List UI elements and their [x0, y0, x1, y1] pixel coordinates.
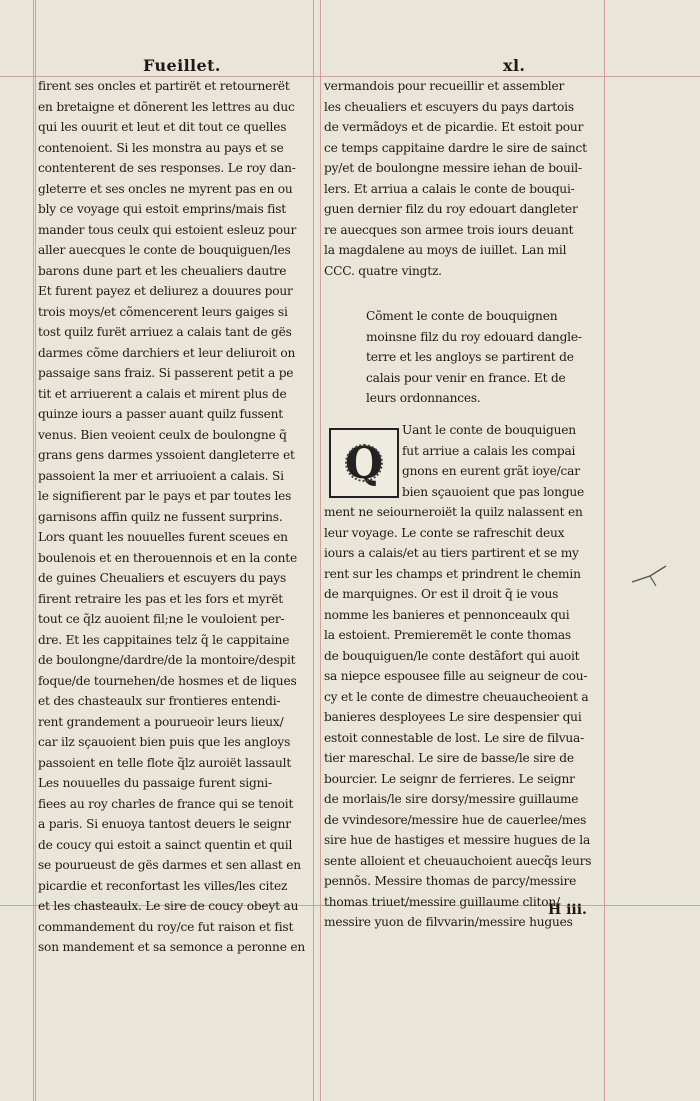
text-line: bly ce voyage qui estoit emprins/mais fist — [38, 202, 286, 216]
text-line: commandement du roy/ce fut raison et fist — [38, 919, 294, 934]
text-line: venus. Bien veoient ceulx de boulongne q̃ — [38, 427, 287, 442]
text-line: passaige sans fraiz. Si passerent petit a pe — [38, 366, 294, 380]
text-line: aller auecques le conte de bouquiguen/les — [38, 243, 291, 257]
text-line: Cõment le conte de bouquignen — [366, 309, 558, 323]
text-line: et les chasteaulx. Le sire de coucy obeyt au — [38, 899, 299, 913]
text-line: Les nouuelles du passaige furent signi- — [38, 776, 272, 790]
pencil-mark-icon — [630, 562, 670, 592]
text-line: de vermãdoys et de picardie. Et estoit pour — [324, 120, 584, 134]
ruling-line-left-outer — [33, 0, 34, 1101]
text-line: leur voyage. Le conte se rafreschit deux — [324, 525, 565, 540]
text-line: terre et les angloys se partirent de — [366, 350, 574, 364]
text-line: sire hue de hastiges et messire hugues de la — [324, 833, 591, 847]
text-line: py/et de boulongne messire iehan de bouil- — [324, 161, 582, 175]
ruling-line-left-inner — [35, 0, 36, 1101]
text-line: Lors quant les nouuelles furent sceues en — [38, 530, 288, 544]
text-line: calais pour venir en france. Et de — [366, 370, 566, 385]
text-line: picardie et reconfortast les villes/les citez — [38, 878, 288, 893]
text-line: barons dune part et les cheualiers dautre — [38, 263, 287, 278]
text-line: messire yuon de filvvarin/messire hugues — [324, 915, 573, 929]
text-line: grans gens darmes yssoient dangleterre et — [38, 448, 295, 462]
text-line: lers. Et arriua a calais le conte de bouqui- — [324, 181, 575, 196]
text-line: tout ce q̃lz auoient fil;ne le vouloient per- — [38, 612, 285, 626]
text-line: tit et arriuerent a calais et mirent plus de — [38, 386, 287, 401]
text-line: estoit connestable de lost. Le sire de filvua- — [324, 730, 585, 745]
text-line: se pourueust de gës darmes et sen allast en — [38, 858, 301, 872]
text-line: vermandois pour recueillir et assembler — [324, 79, 565, 93]
text-line: et des chasteaulx sur frontieres entendi- — [38, 694, 281, 708]
text-line: garnisons affin quilz ne fussent surprins. — [38, 509, 283, 524]
text-line: de boulongne/dardre/de la montoire/despit — [38, 653, 296, 667]
text-line: firent ses oncles et partirët et retournerët — [38, 79, 290, 93]
text-line: cy et le conte de dimestre cheuaucheoient a — [324, 689, 589, 704]
text-line: banieres desployees Le sire despensier qui — [324, 710, 582, 724]
text-line: de guines Cheualiers et escuyers du pays — [38, 571, 287, 585]
text-line: fut arriue a calais les compai — [402, 443, 576, 458]
text-line: darmes cõme darchiers et leur deliuroit on — [38, 345, 296, 360]
folio-header-left: Fueillet. — [143, 56, 221, 75]
text-line: tier mareschal. Le sire de basse/le sire de — [324, 751, 574, 765]
text-line: de coucy qui estoit a sainct quentin et quil — [38, 837, 293, 852]
text-line: gleterre et ses oncles ne myrent pas en ou — [38, 181, 293, 196]
text-line: boulenois et en therouennois et en la conte — [38, 550, 297, 565]
folio-number: xl. — [503, 56, 526, 75]
text-line: dre. Et les cappitaines telz q̃ le cappitaine — [38, 632, 290, 647]
text-line: qui les ouurit et leut et dit tout ce quelles — [38, 120, 287, 134]
text-line: les cheualiers et escuyers du pays dartois — [324, 99, 574, 114]
text-line: fiees au roy charles de france qui se tenoit — [38, 796, 294, 811]
text-line: de marquignes. Or est il droit q̃ ie vous — [324, 587, 559, 601]
text-line: de vvindesore/messire hue de cauerlee/mes — [324, 812, 587, 827]
text-line: re auecques son armee trois iours deuant — [324, 222, 574, 237]
text-line: bien sçauoient que pas longue — [402, 484, 584, 499]
text-line: la estoient. Premieremët le conte thomas — [324, 628, 571, 642]
text-line: firent retraire les pas et les fors et myrët — [38, 591, 283, 606]
text-line: tost quilz furët arriuez a calais tant de gës — [38, 325, 292, 339]
text-line: leurs ordonnances. — [366, 391, 481, 405]
chapter-text — [324, 502, 602, 933]
text-line: ment ne seiourneroiët la quilz nalassent en — [324, 505, 583, 519]
text-line: car ilz sçauoient bien puis que les angloys — [38, 735, 291, 749]
text-line: contenoient. Si les monstra au pays et se — [38, 140, 284, 155]
text-line: pennõs. Messire thomas de parcy/messire — [324, 874, 577, 888]
text-line: trois moys/et cõmencerent leurs gaiges si — [38, 304, 288, 319]
chapter-heading — [366, 306, 602, 409]
text-line: rent grandement a pourueoir leurs lieux/ — [38, 714, 284, 729]
text-line: rent sur les champs et prindrent le chemin — [324, 566, 581, 581]
text-line: la magdalene au moys de iuillet. Lan mil — [324, 243, 567, 257]
text-line: de bouquiguen/le conte destãfort qui auoit — [324, 648, 580, 663]
text-line: quinze iours a passer auant quilz fussent — [38, 407, 283, 421]
chapter-text-indented — [402, 420, 602, 502]
text-line: nomme les banieres et pennonceaulx qui — [324, 607, 570, 622]
text-line: Et furent payez et deliurez a douures pour — [38, 284, 293, 298]
initial-letter: Q — [344, 437, 384, 489]
text-line: CCC. quatre vingtz. — [324, 263, 442, 278]
text-line: bourcier. Le seignr de ferrieres. Le seignr — [324, 771, 575, 786]
text-line: iours a calais/et au tiers partirent et se my — [324, 546, 579, 560]
text-line: le signifierent par le pays et par toutes les — [38, 489, 292, 503]
signature-mark: H iii. — [548, 902, 587, 918]
text-line: sente alloient et cheuauchoient auecq̃s leurs — [324, 853, 592, 868]
text-line: foque/de tournehen/de hosmes et de liques — [38, 673, 297, 688]
ruling-line-gutter-b — [320, 0, 321, 1101]
text-line: en bretaigne et dõnerent les lettres au duc — [38, 99, 295, 114]
text-line: de morlais/le sire dorsy/messire guillaume — [324, 792, 579, 806]
text-line: guen dernier filz du roy edouart dangleter — [324, 202, 578, 216]
text-line: thomas triuet/messire guillaume cliton/ — [324, 894, 560, 909]
text-line: gnons en eurent grãt ioye/car — [402, 464, 580, 478]
text-line: passoient en telle flote q̃lz auroiët lassault — [38, 755, 292, 770]
ruling-line-gutter-a — [313, 0, 314, 1101]
text-line: a paris. Si enuoya tantost deuers le seignr — [38, 817, 291, 831]
ruling-line-right — [604, 0, 605, 1101]
text-line: Uant le conte de bouquiguen — [402, 423, 576, 437]
text-line: passoient la mer et arriuoient a calais. Si — [38, 468, 284, 483]
text-line: mander tous ceulx qui estoient esleuz pour — [38, 222, 297, 237]
decorated-initial — [329, 428, 399, 498]
flower-ornament-icon — [345, 444, 383, 482]
text-line: sa niepce espousee fille au seigneur de cou- — [324, 669, 588, 683]
text-line: son mandement et sa semonce a peronne en — [38, 940, 306, 954]
left-column-text — [38, 76, 310, 958]
text-line: ce temps cappitaine dardre le sire de sainct — [324, 140, 587, 155]
text-line: moinsne filz du roy edouard dangle- — [366, 329, 582, 344]
text-line: contenterent de ses responses. Le roy dan- — [38, 161, 296, 175]
right-column-text — [324, 76, 602, 281]
